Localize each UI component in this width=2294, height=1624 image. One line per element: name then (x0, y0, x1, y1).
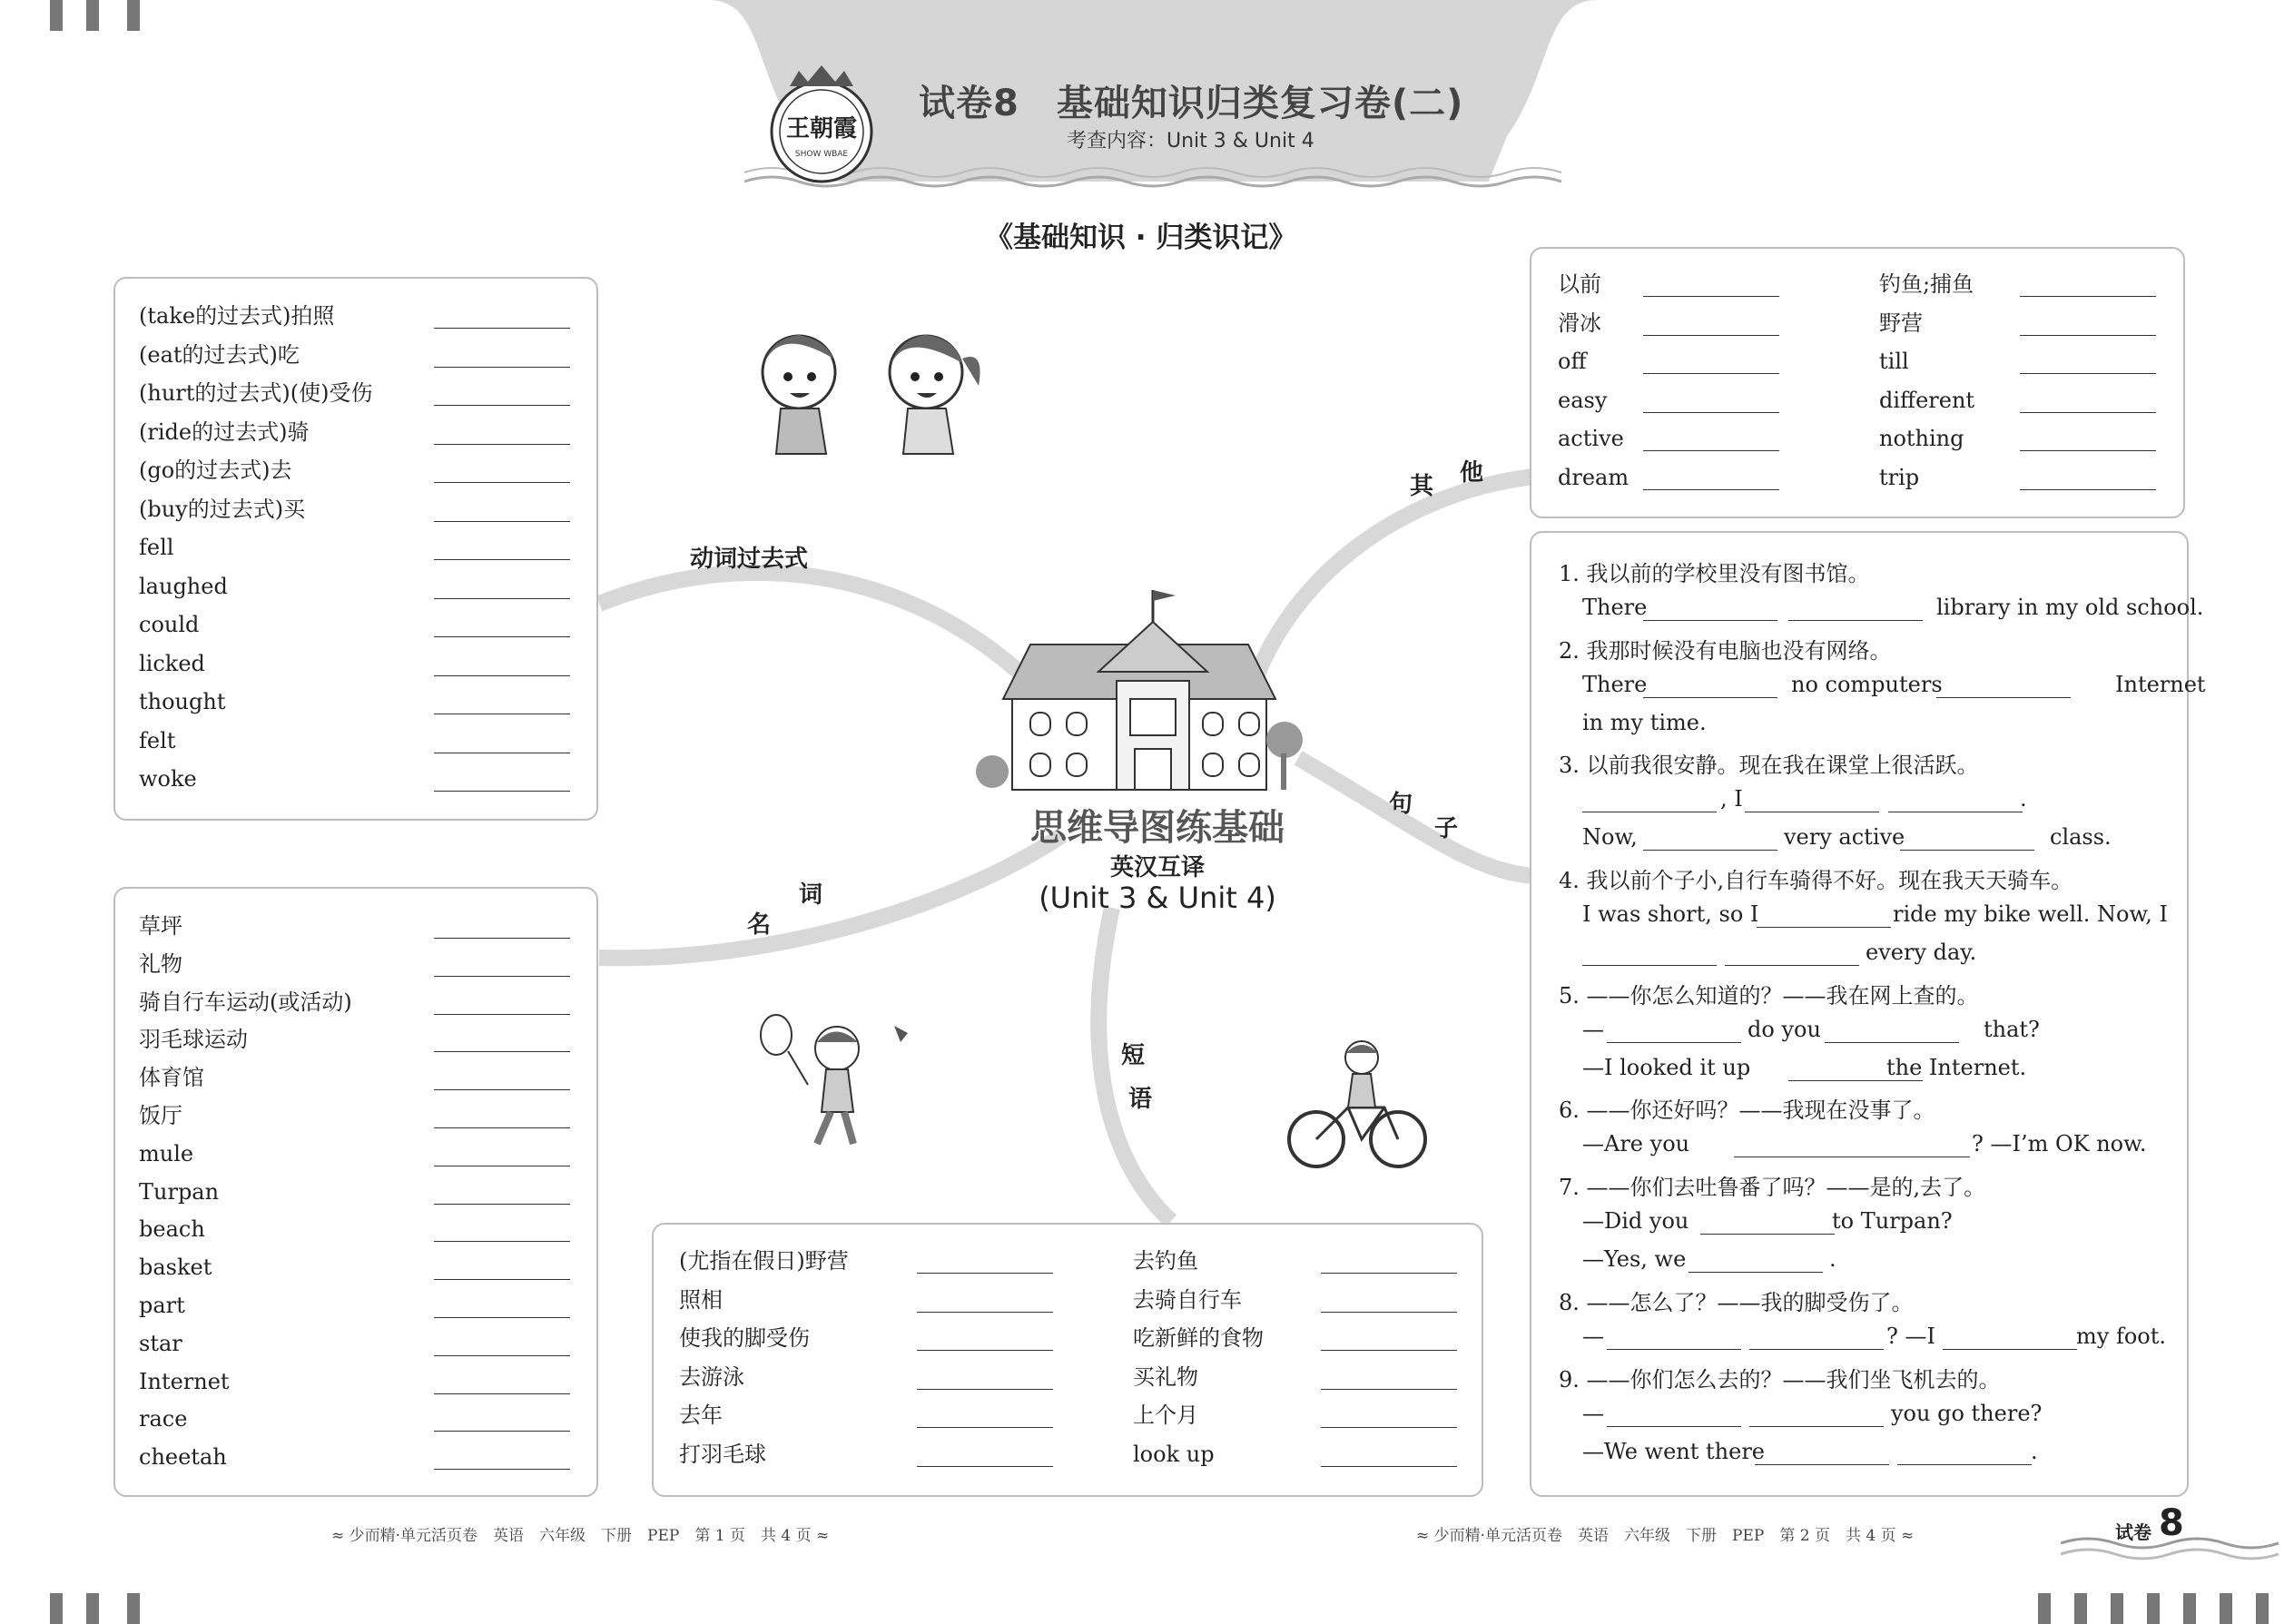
sentence-text: 7. ——你们去吐鲁番了吗？——是的,去了。 (1559, 1175, 1986, 1200)
answer-blank[interactable] (1836, 1156, 1970, 1157)
answer-blank[interactable] (2020, 450, 2156, 451)
answer-blank[interactable] (2020, 412, 2156, 413)
sentence-text: —Are you (1582, 1131, 1690, 1156)
sentence-text: in my time. (1582, 710, 1707, 735)
answer-blank[interactable] (1643, 697, 1777, 698)
footer-left: ≈ 少而精·单元活页卷 英语 六年级 下册 PEP 第 1 页 共 4 页 ≈ (331, 1527, 830, 1545)
phrase-item-label: 去钓鱼 (1133, 1248, 1198, 1274)
sentence-text: 5. ——你怎么知道的？——我在网上查的。 (1559, 983, 1979, 1009)
verb-item-label: (hurt的过去式)(使)受伤 (139, 380, 373, 406)
answer-blank[interactable] (434, 675, 570, 676)
answer-blank[interactable] (434, 444, 570, 445)
verb-item-label: fell (139, 535, 174, 560)
answer-blank[interactable] (1321, 1389, 1457, 1390)
sentence-text: 4. 我以前个子小,自行车骑得不好。现在我天天骑车。 (1559, 868, 2073, 893)
answer-blank[interactable] (434, 1127, 570, 1128)
sentence-text: —I looked it up (1582, 1055, 1751, 1080)
answer-blank[interactable] (1936, 697, 2071, 698)
phrase-item-label: look up (1133, 1441, 1215, 1467)
answer-blank[interactable] (1321, 1350, 1457, 1351)
noun-item-label: part (139, 1293, 185, 1318)
sentence-text: Internet (2115, 672, 2206, 697)
sentence-text: my foot. (2076, 1324, 2166, 1349)
answer-blank[interactable] (1788, 620, 1923, 621)
answer-blank[interactable] (1643, 450, 1779, 451)
answer-blank[interactable] (2020, 335, 2156, 336)
verb-item-label: laughed (139, 573, 228, 599)
sentence-text: —We went there (1582, 1439, 1765, 1464)
other-item-label: till (1879, 349, 1909, 374)
noun-item-label: 草坪 (139, 913, 182, 939)
verb-item-label: (go的过去式)去 (139, 458, 292, 483)
verb-item-label: (take的过去式)拍照 (139, 303, 335, 329)
other-item-label: 滑冰 (1558, 310, 1601, 336)
answer-blank[interactable] (1700, 1234, 1835, 1235)
answer-blank[interactable] (434, 367, 570, 368)
answer-blank[interactable] (1643, 335, 1779, 336)
other-item-label: easy (1558, 387, 1608, 413)
answer-blank[interactable] (2020, 489, 2156, 490)
verb-item-label: felt (139, 727, 176, 753)
noun-item-label: 骑自行车运动(或活动) (139, 989, 352, 1015)
verb-item-label: could (139, 612, 200, 637)
answer-blank[interactable] (434, 1317, 570, 1318)
branch-label-others: 其 (1410, 473, 1434, 500)
answer-blank[interactable] (1825, 1042, 1959, 1043)
noun-item-label: race (139, 1406, 188, 1432)
answer-blank[interactable] (1643, 620, 1777, 621)
phrase-item-label: 上个月 (1133, 1403, 1198, 1428)
sentence-text: Now, (1582, 824, 1638, 850)
phrase-item-label: (尤指在假日)野营 (679, 1248, 849, 1274)
noun-item-label: Internet (139, 1368, 230, 1394)
answer-blank[interactable] (917, 1350, 1053, 1351)
footer-right: ≈ 少而精·单元活页卷 英语 六年级 下册 PEP 第 2 页 共 4 页 ≈ (1416, 1527, 1915, 1545)
verb-item-label: licked (139, 650, 205, 676)
answer-blank[interactable] (1755, 1464, 1889, 1465)
branch-label-sentences: 子 (1434, 815, 1459, 842)
answer-blank[interactable] (917, 1389, 1053, 1390)
mindmap-center-subtitle: 英汉互译 (1109, 854, 1205, 881)
sentence-text: —Did you (1582, 1208, 1689, 1234)
phrase-item-label: 去年 (679, 1403, 723, 1428)
answer-blank[interactable] (434, 598, 570, 599)
answer-blank[interactable] (434, 636, 570, 637)
sentence-text: 6. ——你还好吗？——我现在没事了。 (1559, 1097, 1935, 1123)
sentence-text: you go there? (1891, 1401, 2043, 1426)
sentence-text: , I (1720, 786, 1743, 812)
branch-label-phrases: 短 (1121, 1042, 1146, 1069)
answer-blank[interactable] (434, 1241, 570, 1242)
other-item-label: off (1558, 349, 1587, 374)
sentence-text: no computers (1791, 672, 1943, 697)
answer-blank[interactable] (434, 1014, 570, 1015)
sentence-text: library in my old school. (1936, 595, 2204, 620)
branch-label-verbs: 动词过去式 (690, 546, 809, 573)
answer-blank[interactable] (1900, 850, 2034, 851)
two-children-illustration (744, 322, 1017, 458)
answer-blank[interactable] (917, 1466, 1053, 1467)
answer-blank[interactable] (1725, 965, 1859, 966)
answer-blank[interactable] (1689, 1272, 1823, 1273)
answer-blank[interactable] (434, 791, 570, 792)
noun-item-label: 礼物 (139, 950, 182, 977)
phrase-item-label: 使我的脚受伤 (679, 1325, 810, 1351)
other-item-label: 野营 (1879, 310, 1923, 336)
other-item-label: trip (1879, 464, 1920, 490)
page-title: 试卷8 基础知识归类复习卷(二) (919, 83, 1464, 124)
answer-blank[interactable] (434, 938, 570, 939)
answer-blank[interactable] (917, 1312, 1053, 1313)
noun-item-label: 羽毛球运动 (139, 1027, 248, 1053)
noun-item-label: basket (139, 1255, 212, 1281)
mindmap-center-unit: (Unit 3 & Unit 4) (1039, 881, 1276, 915)
section-title: 《基础知识 · 归类识记》 (985, 221, 1297, 254)
answer-blank[interactable] (1607, 1349, 1741, 1350)
noun-item-label: star (139, 1330, 182, 1356)
sentence-text: 9. ——你们怎么去的？——我们坐飞机去的。 (1559, 1367, 2001, 1393)
verb-item-label: (eat的过去式)吃 (139, 341, 300, 368)
sentence-text: 2. 我那时候没有电脑也没有网络。 (1559, 638, 1892, 664)
answer-blank[interactable] (917, 1427, 1053, 1428)
sentence-text: . (2020, 786, 2027, 812)
sentence-text: very active (1784, 824, 1905, 850)
school-building-illustration (976, 581, 1303, 799)
answer-blank[interactable] (917, 1273, 1053, 1274)
answer-blank[interactable] (1321, 1427, 1457, 1428)
sentence-text: There (1582, 672, 1648, 697)
branch-label-sentences: 句 (1389, 791, 1413, 818)
answer-blank[interactable] (434, 521, 570, 522)
sentence-text: do you (1748, 1017, 1821, 1042)
sentence-text: ? —I (1886, 1324, 1935, 1349)
answer-blank[interactable] (1643, 850, 1777, 851)
noun-item-label: Turpan (139, 1178, 220, 1205)
answer-blank[interactable] (1788, 1080, 1923, 1081)
answer-blank[interactable] (434, 1279, 570, 1280)
verb-item-label: (ride的过去式)骑 (139, 418, 310, 445)
sentence-text: 1. 我以前的学校里没有图书馆。 (1559, 561, 1870, 586)
other-item-label: dream (1558, 464, 1629, 490)
verb-item-label: woke (139, 766, 197, 792)
verb-item-label: (buy的过去式)买 (139, 496, 306, 522)
answer-blank[interactable] (1757, 927, 1891, 928)
answer-blank[interactable] (1321, 1273, 1457, 1274)
sentence-text: ride my bike well. Now, I (1893, 901, 2168, 927)
noun-item-label: mule (139, 1140, 194, 1166)
answer-blank[interactable] (2020, 373, 2156, 374)
answer-blank[interactable] (1943, 1349, 2077, 1350)
answer-blank[interactable] (434, 1431, 570, 1432)
answer-blank[interactable] (434, 1469, 570, 1470)
mindmap-center-title: 思维导图练基础 (1030, 807, 1285, 849)
answer-blank[interactable] (1749, 1426, 1884, 1427)
answer-blank[interactable] (1607, 1426, 1741, 1427)
phrase-item-label: 去游泳 (679, 1363, 744, 1390)
sentence-text: to Turpan? (1832, 1208, 1953, 1234)
sentence-text: — (1582, 1324, 1604, 1349)
answer-blank[interactable] (1582, 965, 1717, 966)
phrase-item-label: 去骑自行车 (1133, 1286, 1242, 1313)
noun-item-label: 体育馆 (139, 1065, 204, 1091)
phrase-item-label: 打羽毛球 (679, 1441, 766, 1467)
answer-blank[interactable] (434, 1204, 570, 1205)
answer-blank[interactable] (1643, 373, 1779, 374)
answer-blank[interactable] (434, 1051, 570, 1052)
sentence-text: ? —I’m OK now. (1972, 1131, 2147, 1156)
other-item-label: 钓鱼;捕鱼 (1879, 271, 1974, 297)
phrase-item-label: 买礼物 (1133, 1363, 1198, 1390)
sentence-text: 8. ——怎么了？——我的脚受伤了。 (1559, 1290, 1914, 1315)
branch-label-nouns: 名 (747, 911, 772, 939)
answer-blank[interactable] (434, 405, 570, 406)
answer-blank[interactable] (1643, 296, 1779, 297)
sentence-text: There (1582, 595, 1648, 620)
bike-child-illustration (1285, 1035, 1430, 1171)
branch-label-nouns: 词 (799, 881, 823, 909)
answer-blank[interactable] (434, 559, 570, 560)
sentence-text: every day. (1866, 940, 1977, 965)
sentence-text: I was short, so I (1582, 901, 1759, 927)
sentence-text: —Yes, we (1582, 1246, 1687, 1272)
sentence-text: — (1582, 1017, 1604, 1042)
page-subtitle: 考查内容：Unit 3 & Unit 4 (1067, 130, 1314, 153)
svg-text:王朝霞: 王朝霞 (785, 115, 858, 143)
answer-blank[interactable] (434, 1393, 570, 1394)
noun-item-label: beach (139, 1216, 205, 1243)
paper-badge-label: 试卷 (2115, 1521, 2151, 1543)
answer-blank[interactable] (1321, 1466, 1457, 1467)
sentence-text: . (2031, 1439, 2038, 1464)
sentence-text: that? (1984, 1017, 2040, 1042)
svg-text:SHOW WBAE: SHOW WBAE (794, 150, 849, 159)
branch-label-others: 他 (1460, 459, 1484, 487)
badminton-child-illustration (753, 1008, 935, 1153)
other-item-label: different (1879, 387, 1975, 413)
answer-blank[interactable] (434, 482, 570, 483)
answer-blank[interactable] (1607, 1042, 1741, 1043)
sentence-text: — (1582, 1401, 1604, 1426)
answer-blank[interactable] (434, 1089, 570, 1090)
paper-badge-number: 8 (2159, 1502, 2184, 1544)
other-item-label: 以前 (1558, 271, 1601, 297)
answer-blank[interactable] (1643, 412, 1779, 413)
sentence-text: . (1829, 1246, 1836, 1272)
answer-blank[interactable] (434, 1355, 570, 1356)
sentence-text: the Internet. (1886, 1055, 2027, 1080)
noun-item-label: 饭厅 (139, 1103, 182, 1128)
answer-blank[interactable] (1897, 1464, 2032, 1465)
branch-label-phrases: 语 (1128, 1086, 1153, 1113)
answer-blank[interactable] (434, 328, 570, 329)
other-item-label: nothing (1879, 426, 1964, 451)
phrase-item-label: 吃新鲜的食物 (1133, 1325, 1264, 1351)
answer-blank[interactable] (434, 976, 570, 977)
sentence-text: class. (2050, 824, 2112, 850)
answer-blank[interactable] (2020, 296, 2156, 297)
answer-blank[interactable] (1643, 489, 1779, 490)
verb-item-label: thought (139, 689, 226, 714)
answer-blank[interactable] (1749, 1349, 1884, 1350)
answer-blank[interactable] (1321, 1312, 1457, 1313)
other-item-label: active (1558, 426, 1624, 451)
noun-item-label: cheetah (139, 1444, 227, 1471)
sentence-text: 3. 以前我很安静。现在我在课堂上很活跃。 (1559, 753, 1979, 778)
phrase-item-label: 照相 (679, 1286, 723, 1313)
